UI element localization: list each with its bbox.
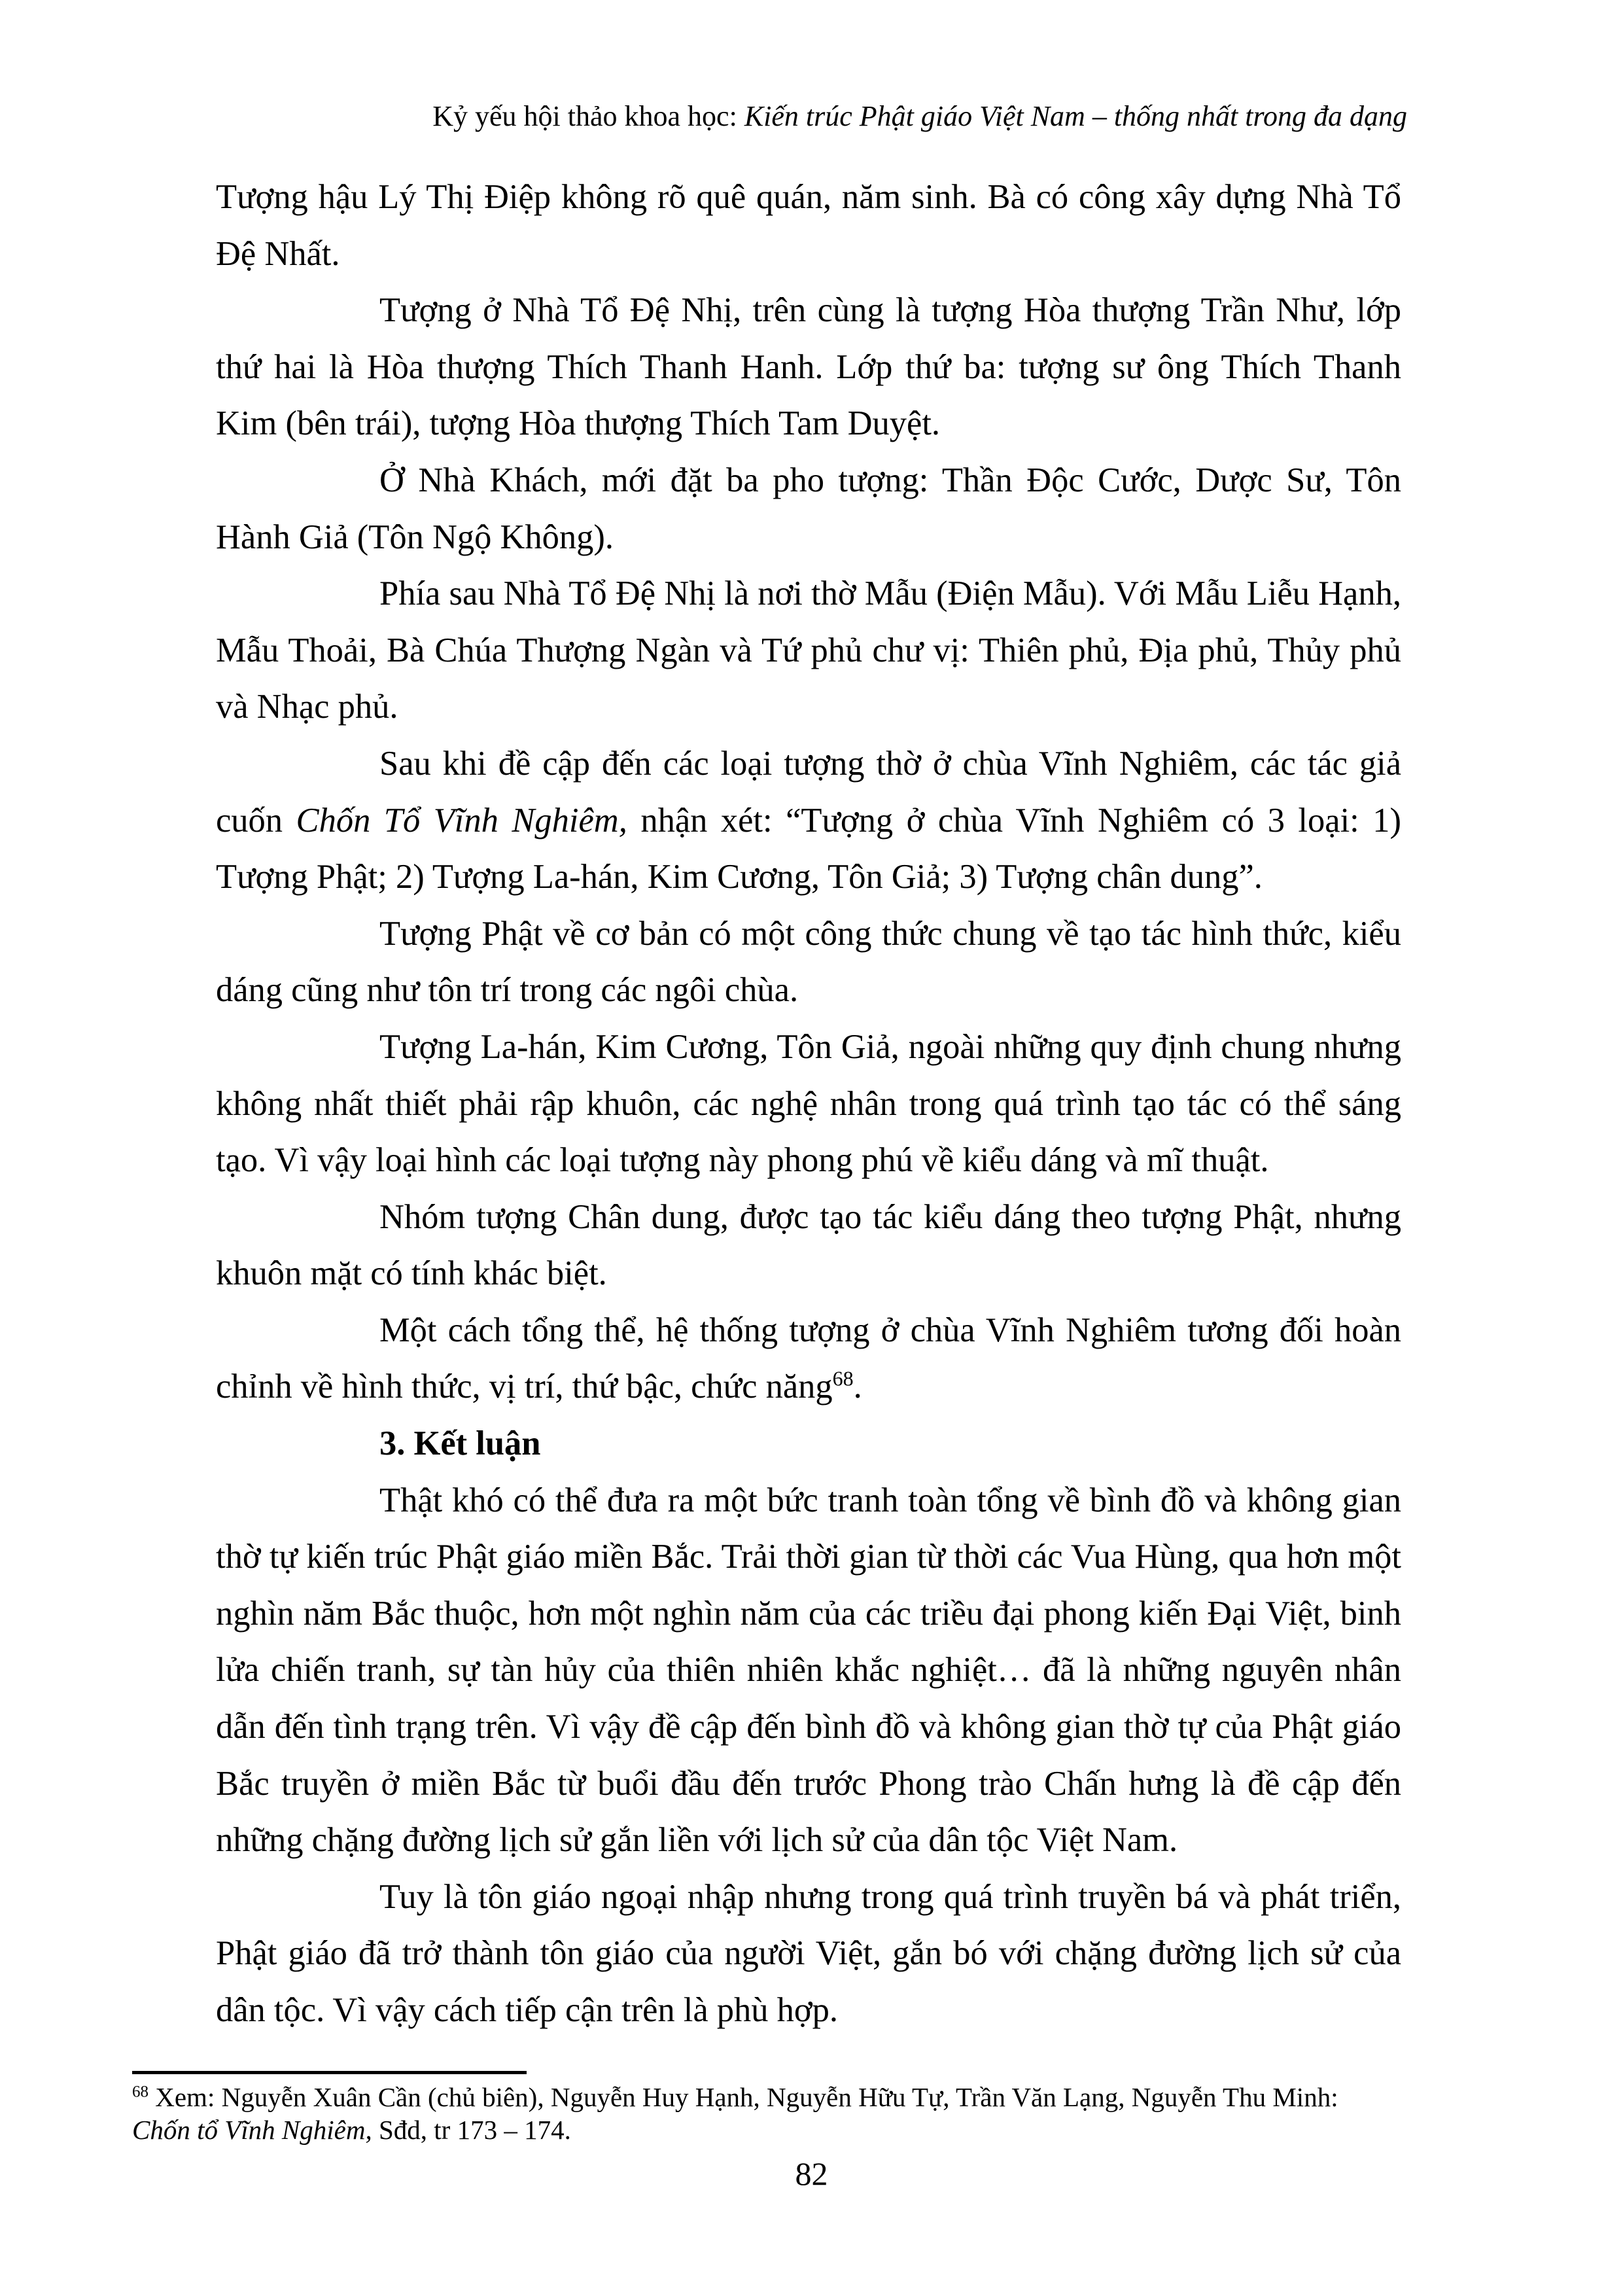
page-number: 82 — [795, 2155, 828, 2192]
body-text — [216, 169, 1401, 2039]
citation-book-title: Chốn Tổ Vĩnh Nghiêm, — [296, 801, 627, 839]
paragraph: Nhóm tượng Chân dung, được tạo tác kiểu dáng theo tượng Phật, nhưng khuôn mặt có tính khác biệt. — [216, 1197, 1401, 1293]
footnote-number: 68 — [132, 2083, 148, 2101]
footnote-separator — [132, 2071, 527, 2074]
paragraph: Tượng hậu Lý Thị Điệp không rõ quê quán, năm sinh. Bà có công xây dựng Nhà Tổ Đệ Nhất. — [216, 178, 1401, 273]
paragraph-text: Một cách tổng thể, hệ thống tượng ở chùa Vĩnh Nghiêm tương đối hoàn chỉnh về hình thức, vị trí, thứ bậc, chức năng — [216, 1311, 1401, 1406]
citation-before: Sau khi đề cập đến các loại tượng thờ ở chùa Vĩnh Nghiêm, các tác giả cuốn — [216, 744, 1401, 839]
paragraph-with-footnote — [216, 1302, 1401, 1415]
paragraph-citation — [216, 735, 1401, 906]
footnote-line1: Xem: Nguyễn Xuân Cần (chủ biên), Nguyễn Huy Hạnh, Nguyễn Hữu Tự, Trần Văn Lạng, Nguyễn Thu Minh: — [148, 2082, 1338, 2112]
citation-after: nhận xét: “Tượng ở chùa Vĩnh Nghiêm có 3 loại: 1) Tượng Phật; 2) Tượng La-hán, Kim Cương, Tôn Giả; 3) Tượng chân dung”. — [216, 801, 1401, 896]
running-header — [432, 97, 1407, 136]
paragraph: Tuy là tôn giáo ngoại nhập nhưng trong quá trình truyền bá và phát triển, Phật giáo đã trở thành tôn giáo của người Việt, gắn bó với chặng đường lịch sử của dân tộc. Vì vậy cách tiếp cận trên là phù hợp. — [216, 1877, 1401, 2029]
section-heading: 3. Kết luận — [379, 1424, 541, 1463]
paragraph: Tượng ở Nhà Tổ Đệ Nhị, trên cùng là tượng Hòa thượng Trần Như, lớp thứ hai là Hòa thượng Thích Thanh Hanh. Lớp thứ ba: tượng sư ông Thích Thanh Kim (bên trái), tượng Hòa thượng Thích Tam Duyệt. — [216, 291, 1401, 443]
paragraph: Ở Nhà Khách, mới đặt ba pho tượng: Thần Độc Cước, Dược Sư, Tôn Hành Giả (Tôn Ngộ Không). — [216, 461, 1401, 556]
footnote-reference[interactable]: 68 — [832, 1366, 854, 1390]
paragraph-end: . — [853, 1368, 862, 1406]
header-plain: Kỷ yếu hội thảo khoa học: — [432, 100, 744, 132]
header-italic-title: Kiến trúc Phật giáo Việt Nam – thống nhất trong đa dạng — [744, 100, 1407, 132]
paragraph: Phía sau Nhà Tổ Đệ Nhị là nơi thờ Mẫu (Điện Mẫu). Với Mẫu Liễu Hạnh, Mẫu Thoải, Bà Chúa Thượng Ngàn và Tứ phủ chư vị: Thiên phủ, Địa phủ, Thủy phủ và Nhạc phủ. — [216, 574, 1401, 726]
paragraph: Tượng La-hán, Kim Cương, Tôn Giả, ngoài những quy định chung nhưng không nhất thiết phải rập khuôn, các nghệ nhân trong quá trình tạo tác có thể sáng tạo. Vì vậy loại hình các loại tượng này phong phú về kiểu dáng và mĩ thuật. — [216, 1027, 1401, 1180]
footnote — [132, 2081, 1440, 2146]
paragraph: Thật khó có thể đưa ra một bức tranh toàn tổng về bình đồ và không gian thờ tự kiến trúc Phật giáo miền Bắc. Trải thời gian từ thời các Vua Hùng, qua hơn một nghìn năm Bắc thuộc, hơn một nghìn năm của các triều đại phong kiến Đại Việt, binh lửa chiến tranh, sự tàn hủy của thiên nhiên khắc nghiệt… đã là những nguyên nhân dẫn đến tình trạng trên. Vì vậy đề cập đến bình đồ và không gian thờ tự của Phật giáo Bắc truyền ở miền Bắc từ buổi đầu đến trước Phong trào Chấn hưng là đề cập đến những chặng đường lịch sử gắn liền với lịch sử của dân tộc Việt Nam. — [216, 1481, 1401, 1860]
footnote-book-title: Chốn tổ Vĩnh Nghiêm, — [132, 2115, 372, 2145]
footnote-line2: Sđd, tr 173 – 174. — [372, 2115, 571, 2145]
paragraph: Tượng Phật về cơ bản có một công thức chung về tạo tác hình thức, kiểu dáng cũng như tôn trí trong các ngôi chùa. — [216, 914, 1401, 1010]
